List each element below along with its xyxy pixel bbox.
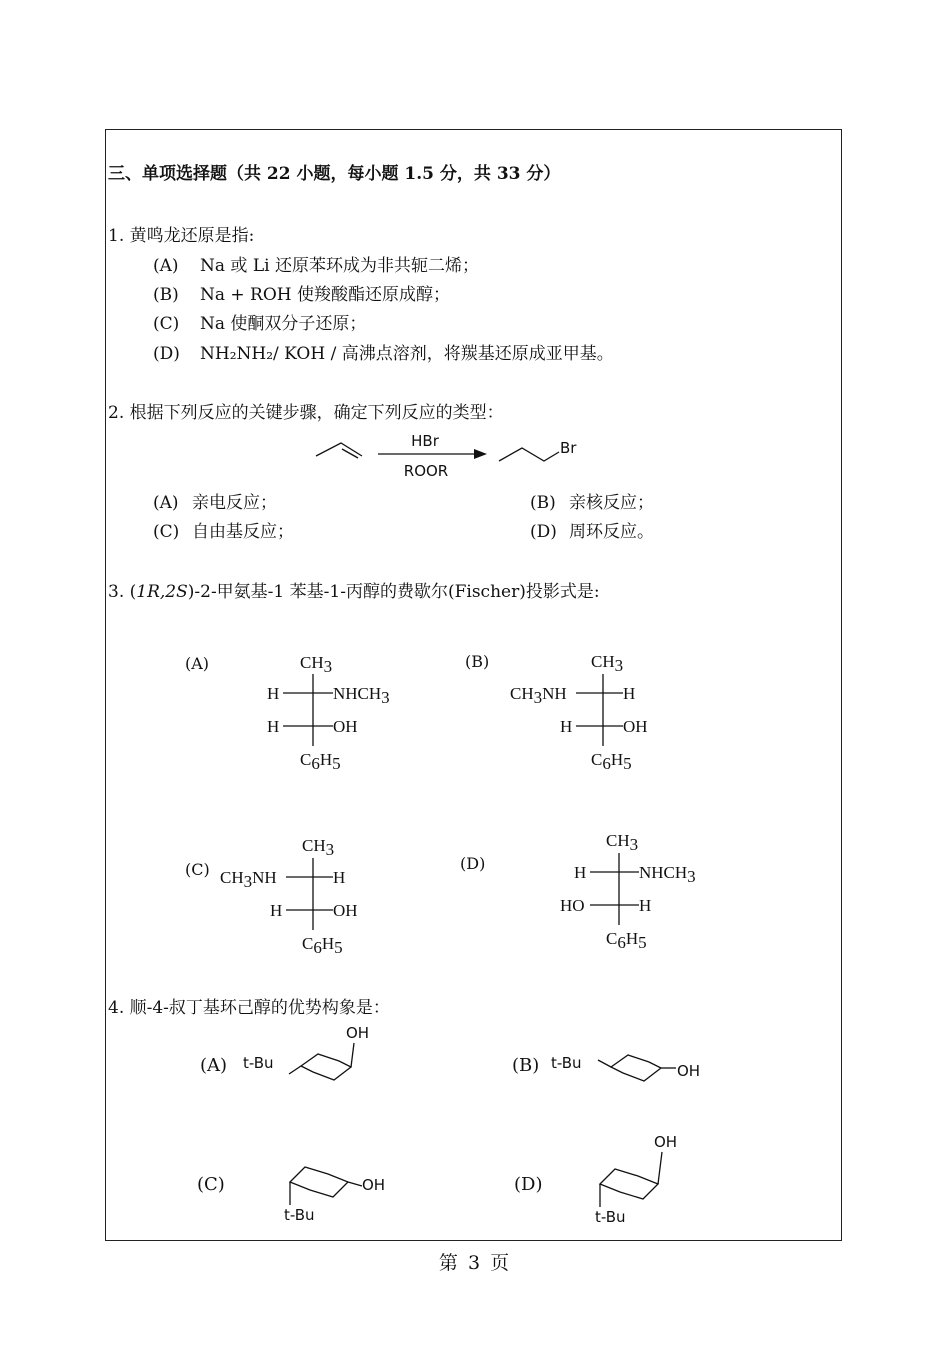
reagent-roor: ROOR (403, 462, 449, 480)
q1-option-c-text: Na 使酮双分子还原； (200, 314, 367, 334)
fischer-b-right-oh: OH (623, 717, 648, 736)
chair-c-oh-label: OH (362, 1176, 386, 1194)
fischer-a-right-nhch3: NHCH3 (333, 684, 390, 707)
fischer-c-left-ch3nh: CH3NH (220, 868, 277, 891)
chair-a-oh-label: OH (346, 1024, 370, 1042)
fischer-c-right-h: H (333, 868, 346, 887)
page-number-footer: 第 3 页 (438, 1252, 512, 1274)
fischer-c-right-oh: OH (333, 901, 358, 920)
fischer-d-left-h: H (574, 863, 587, 882)
q1-option-b-text: Na + ROH 使羧酸酯还原成醇； (200, 285, 451, 305)
chair-a-tbu-label: t-Bu (243, 1054, 274, 1072)
fischer-d-left-ho: HO (560, 896, 585, 915)
fischer-c-bottom-c6h5: C6H5 (302, 934, 343, 957)
chair-c-tbu-label: t-Bu (284, 1206, 315, 1224)
fischer-d-top-ch3: CH3 (606, 831, 639, 854)
chair-d-oh-bond (658, 1152, 662, 1184)
q2-stem: 2. 根据下列反应的关键步骤，确定下列反应的类型： (108, 403, 504, 423)
q4-stem: 4. 顺-4-叔丁基环己醇的优势构象是： (108, 998, 390, 1018)
fischer-b-top-ch3: CH3 (591, 652, 624, 675)
chair-d-ring (600, 1169, 658, 1199)
q2-option-b-text: 亲核反应； (569, 493, 654, 513)
q4-option-d-label: (D) (514, 1174, 543, 1195)
product-br: Br (560, 439, 577, 457)
q3-option-d-label: (D) (460, 854, 486, 873)
fischer-a-left-h: H (267, 684, 280, 703)
section-title: 三、单项选择题（共 22 小题，每小题 1.5 分，共 33 分） (108, 164, 561, 184)
q4-option-a-label: (A) (200, 1055, 228, 1076)
fischer-b-left-h: H (560, 717, 573, 736)
q4-option-c-label: (C) (197, 1174, 225, 1195)
q1-option-c-label: (C) (153, 314, 180, 334)
chair-b-tbu-label: t-Bu (551, 1054, 582, 1072)
chair-a-oh-bond (351, 1043, 354, 1067)
fischer-d-bottom-c6h5: C6H5 (606, 929, 647, 952)
q2-option-a-label: (A) (153, 493, 179, 513)
fischer-c-left-h: H (270, 901, 283, 920)
q3-option-c-label: (C) (185, 860, 210, 879)
q2-option-c-label: (C) (153, 522, 180, 542)
q2-option-d-text: 周环反应。 (569, 522, 654, 542)
chair-c-ring (290, 1167, 348, 1197)
chair-a-ring (301, 1054, 351, 1080)
chair-c-oh-bond (348, 1182, 362, 1186)
chair-a-tbu-bond (289, 1066, 301, 1074)
reagent-hbr: HBr (411, 432, 439, 450)
q1-option-a-text: Na 或 Li 还原苯环成为非共轭二烯； (200, 256, 479, 276)
q3-option-b-label: (B) (465, 652, 490, 671)
fischer-c-top-ch3: CH3 (302, 836, 335, 859)
fischer-b-bottom-c6h5: C6H5 (591, 750, 632, 773)
fischer-a-top-ch3: CH3 (300, 653, 333, 676)
q1-option-d-text: NH₂NH₂/ KOH / 高沸点溶剂，将羰基还原成亚甲基。 (200, 344, 614, 364)
fischer-b-right-h: H (623, 684, 636, 703)
chair-b-tbu-bond (598, 1060, 611, 1067)
fischer-b-left-ch3nh: CH3NH (510, 684, 567, 707)
q2-option-b-label: (B) (530, 493, 556, 513)
fischer-a-bottom-c6h5: C6H5 (300, 750, 341, 773)
q1-option-b-label: (B) (153, 285, 179, 305)
chair-b-oh-label: OH (677, 1062, 701, 1080)
q3-stem: 3. (1R,2S)-2-甲氨基-1 苯基-1-丙醇的费歇尔(Fischer)投影式是: (108, 582, 600, 602)
chair-d-tbu-label: t-Bu (595, 1208, 626, 1226)
chair-d-oh-label: OH (654, 1133, 678, 1151)
fischer-d-right-nhch3: NHCH3 (639, 863, 696, 886)
q1-stem: 1. 黄鸣龙还原是指: (108, 226, 255, 246)
q2-option-c-text: 自由基反应； (192, 522, 294, 542)
q1-option-d-label: (D) (153, 344, 180, 364)
fischer-d-right-h: H (639, 896, 652, 915)
fischer-a-left-h2: H (267, 717, 280, 736)
q2-option-a-text: 亲电反应； (192, 493, 277, 513)
q1-option-a-label: (A) (153, 256, 179, 276)
chair-b-ring (611, 1055, 661, 1081)
q4-option-b-label: (B) (512, 1055, 540, 1076)
fischer-a-right-oh: OH (333, 717, 358, 736)
q2-option-d-label: (D) (530, 522, 557, 542)
q3-option-a-label: (A) (185, 654, 210, 673)
